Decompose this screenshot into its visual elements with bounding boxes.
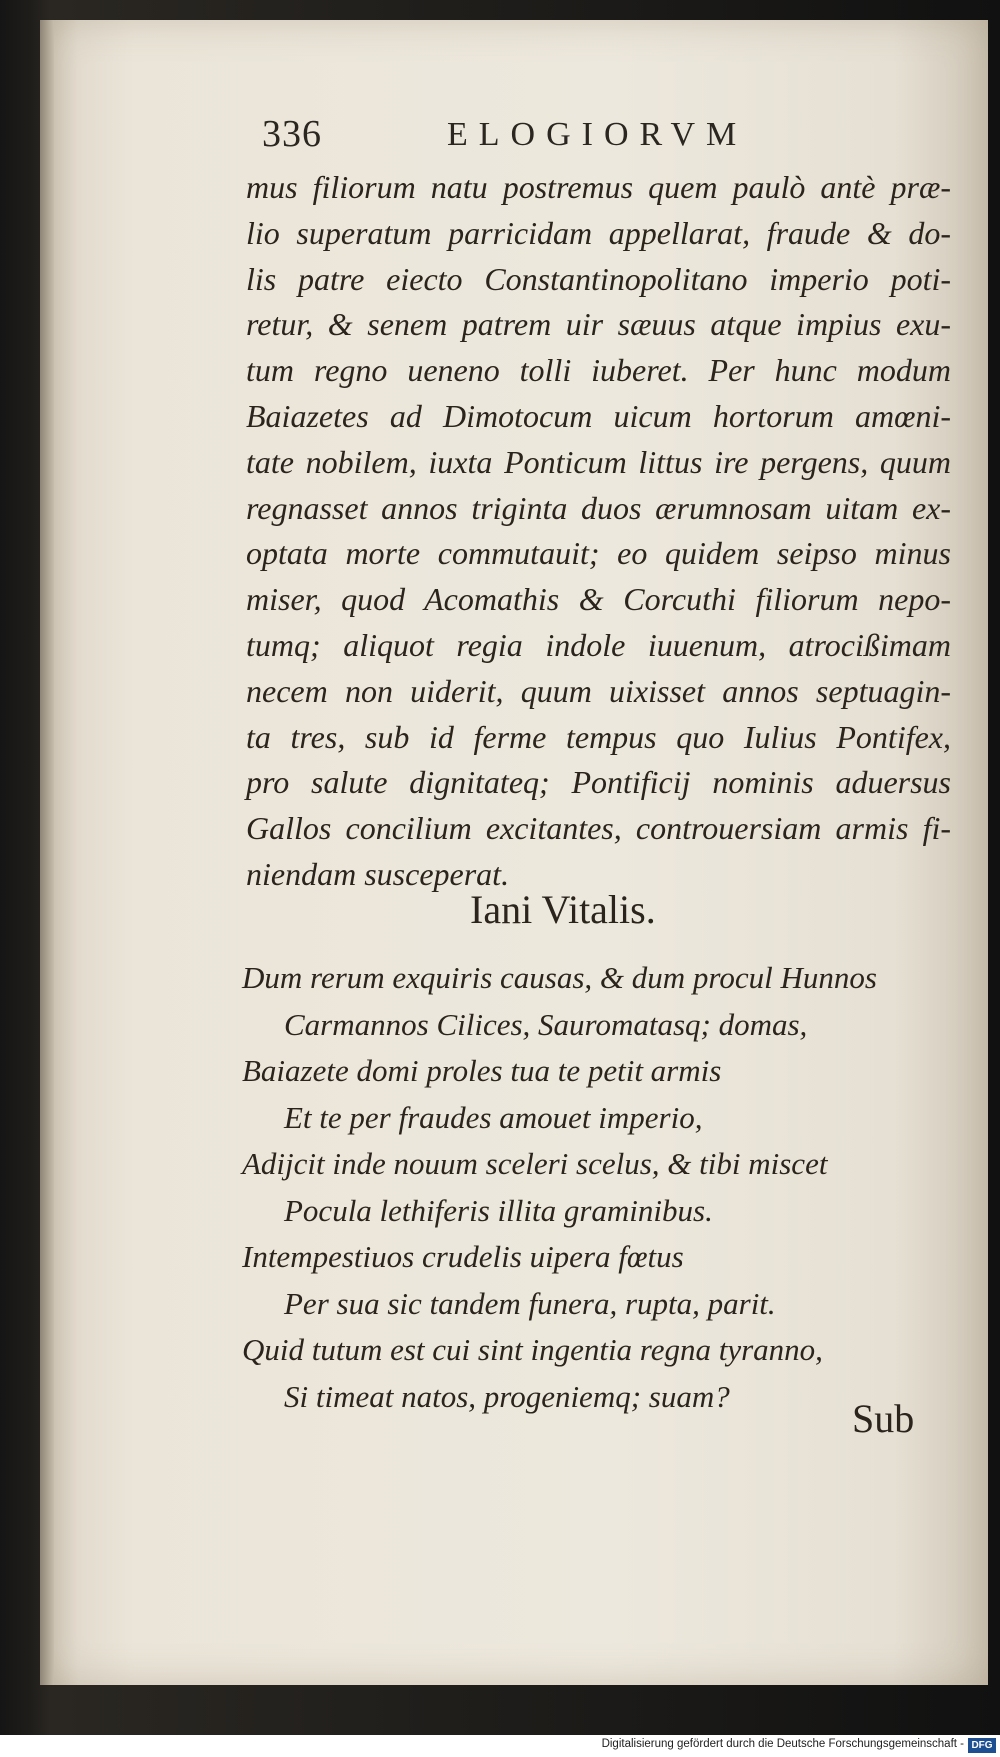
poem-verse: Carmannos Cilices, Sauromatasq; domas, (284, 1006, 808, 1042)
prose-line: retur, & senem patrem uir sæuus atque impius exu- (246, 306, 951, 343)
prose-line: pro salute dignitateq; Pontificij nominis aduersus (246, 764, 951, 801)
page-number: 336 (262, 113, 322, 155)
poem-verse: Et te per fraudes amouet imperio, (284, 1099, 703, 1135)
page-header (262, 112, 822, 162)
prose-line: ta tres, sub id ferme tempus quo Iulius Pontifex, (246, 718, 951, 755)
poem-verse: Per sua sic tandem funera, rupta, parit. (284, 1285, 776, 1321)
poem-verse: Intempestiuos crudelis uipera fœtus (242, 1239, 684, 1274)
prose-line: mus filiorum natu postremus quem paulò antè præ- (246, 169, 951, 205)
prose-line: necem non uiderit, quum uixisset annos septuagin- (246, 672, 951, 709)
prose-line: lis patre eiecto Constantinopolitano imperio poti- (246, 260, 951, 297)
page-gutter (40, 20, 54, 1685)
poem-verse: Pocula lethiferis illita graminibus. (284, 1192, 713, 1228)
prose-block (246, 165, 951, 898)
poem-verse: Dum rerum exquiris causas, & dum procul Hunnos (242, 960, 877, 995)
poem-verse: Baiazete domi proles tua te petit armis (242, 1053, 722, 1088)
prose-line: lio superatum parricidam appellarat, fraude & do- (246, 214, 951, 251)
prose-line: Baiazetes ad Dimotocum uicum hortorum amœni- (246, 397, 951, 434)
poem-verse: Quid tutum est cui sint ingentia regna tyranno, (242, 1332, 823, 1367)
poem-verse: Adijcit inde nouum sceleri scelus, & tibi miscet (242, 1146, 828, 1181)
running-title: ELOGIORVM (447, 116, 748, 153)
prose-line: niendam susceperat. (246, 855, 510, 892)
poem-verse: Si timeat natos, progeniemq; suam? (284, 1378, 730, 1414)
prose-line: optata morte commutauit; eo quidem seipso minus (246, 535, 951, 572)
prose-line: Gallos concilium excitantes, controuersiam armis fi- (246, 810, 951, 847)
prose-line: miser, quod Acomathis & Corcuthi filiorum nepo- (246, 581, 951, 618)
poem-title: Iani Vitalis. (470, 887, 656, 932)
funding-credit: Digitalisierung gefördert durch die Deutsche Forschungsgemeinschaft - (601, 1738, 964, 1750)
footer-bar (0, 1735, 1000, 1757)
poem-block (242, 955, 962, 1420)
prose-line: tum regno ueneno tolli iuberet. Per hunc modum (246, 352, 951, 389)
prose-line: regnasset annos triginta duos ærumnosam uitam ex- (246, 489, 951, 526)
catchword: Sub (852, 1396, 915, 1441)
prose-line: tate nobilem, iuxta Ponticum littus ire pergens, quum (246, 443, 951, 480)
dfg-logo-icon: DFG (968, 1738, 996, 1753)
prose-line: tumq; aliquot regia indole iuuenum, atrocißimam (246, 626, 951, 663)
